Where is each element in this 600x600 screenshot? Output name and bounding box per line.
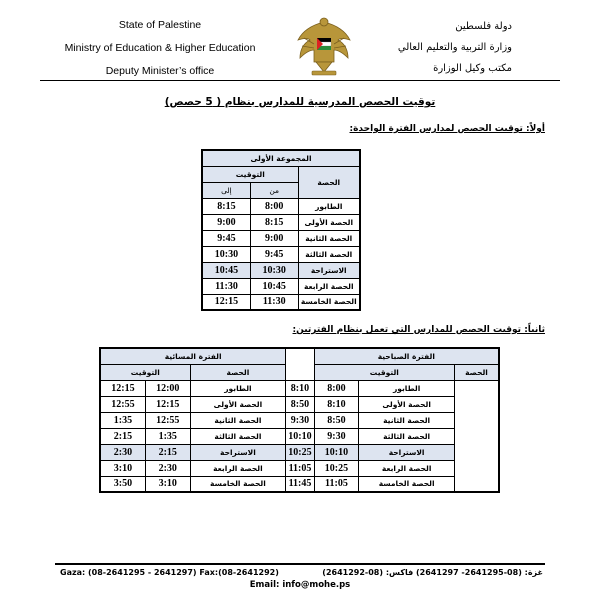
header-ar-state: دولة فلسطين [455,21,512,32]
evening-header: الفترة المسائية [100,348,286,364]
evening-timing-header: التوقيت [100,364,190,380]
to-header: إلى [202,182,250,198]
period-name: الطابور [298,198,360,214]
morning-time-from: 8:00 [314,380,359,396]
table-row [100,476,499,492]
header-en-office: Deputy Minister’s office [105,65,215,77]
morning-time-from: 10:10 [314,444,359,460]
morning-period-name: الحصة الثانية [359,412,455,428]
table-row [202,278,360,294]
time-to: 12:15 [202,294,250,310]
table-row [202,230,360,246]
morning-time-to: 9:30 [286,412,314,428]
period-name: الحصة الثالثة [298,246,360,262]
evening-time-from: 1:35 [145,428,190,444]
morning-time-from: 11:05 [314,476,359,492]
period-header: الحصة [298,166,360,198]
table-row [100,444,499,460]
time-from: 8:15 [250,214,298,230]
table-row [100,460,499,476]
period-name: الحصة الخامسة [298,294,360,310]
from-header: من [250,182,298,198]
morning-period-name: الحصة الخامسة [359,476,455,492]
morning-period-name: الاستراحة [359,444,455,460]
period-name: الحصة الثانية [298,230,360,246]
period-name: الحصة الرابعة [298,278,360,294]
morning-time-to: 10:10 [286,428,314,444]
evening-period-name: الحصة الأولى [190,396,286,412]
table-gap [286,348,314,380]
group-header: المجموعة الأولى [202,150,360,166]
table-row [202,246,360,262]
evening-time-to: 2:30 [100,444,145,460]
header-en-state: State of Palestine [118,19,202,31]
period-name: الحصة الأولى [298,214,360,230]
morning-time-to: 10:25 [286,444,314,460]
morning-time-from: 9:30 [314,428,359,444]
header-ar-office: مكتب وكيل الوزارة [433,63,512,74]
morning-time-to: 11:45 [286,476,314,492]
header-english [50,14,270,83]
morning-period-header: الحصة [454,364,499,380]
evening-time-to: 3:50 [100,476,145,492]
evening-period-header: الحصة [190,364,286,380]
table-row [202,294,360,310]
evening-time-from: 12:15 [145,396,190,412]
morning-time-to: 8:10 [286,380,314,396]
evening-time-from: 12:55 [145,412,190,428]
timing-header: التوقيت [202,166,298,182]
time-to: 10:45 [202,262,250,278]
morning-period-name: الحصة الرابعة [359,460,455,476]
period-name: الاستراحة [298,262,360,278]
table-row [100,412,499,428]
table-row [202,214,360,230]
morning-time-to: 11:05 [286,460,314,476]
header-arabic [342,16,512,79]
evening-time-to: 2:15 [100,428,145,444]
time-from: 11:30 [250,294,298,310]
time-from: 8:00 [250,198,298,214]
evening-period-name: الحصة الخامسة [190,476,286,492]
evening-period-name: الحصة الرابعة [190,460,286,476]
evening-period-name: الحصة الثانية [190,412,286,428]
footer-contact-arabic: غزة: (08-2641295- 2641297) فاكس: (08-2641292) [322,568,543,577]
header-ar-ministry: وزارة التربية والتعليم العالي [397,42,512,53]
section2-heading: ثانياً: توقيت الحصص للمدارس التي تعمل بنظام الفترتين: [292,325,545,335]
time-from: 10:45 [250,278,298,294]
evening-time-to: 3:10 [100,460,145,476]
table-row [100,380,499,396]
footer-email: Email: info@mohe.ps [249,580,351,590]
evening-time-from: 12:00 [145,380,190,396]
evening-period-name: الحصة الثالثة [190,428,286,444]
time-to: 9:45 [202,230,250,246]
time-from: 9:00 [250,230,298,246]
table-row [202,262,360,278]
evening-period-name: الطابور [190,380,286,396]
section1-heading: أولاً: توقيت الحصص لمدارس الفترة الواحدة: [349,124,545,134]
evening-time-from: 2:30 [145,460,190,476]
single-shift-table [201,149,361,311]
morning-time-from: 10:25 [314,460,359,476]
evening-time-to: 1:35 [100,412,145,428]
evening-period-name: الاستراحة [190,444,286,460]
table-row [202,198,360,214]
morning-time-from: 8:50 [314,412,359,428]
table-row [100,396,499,412]
table-row [100,428,499,444]
evening-time-from: 2:15 [145,444,190,460]
time-from: 10:30 [250,262,298,278]
morning-header: الفترة الصباحية [314,348,499,364]
footer-contact-english: Gaza: (08-2641295 - 2641297) Fax:(08-2641292) [60,568,279,577]
morning-period-name: الطابور [359,380,455,396]
morning-timing-header: التوقيت [314,364,454,380]
time-to: 9:00 [202,214,250,230]
time-from: 9:45 [250,246,298,262]
evening-time-to: 12:15 [100,380,145,396]
morning-period-name: الحصة الأولى [359,396,455,412]
evening-time-to: 12:55 [100,396,145,412]
morning-period-name: الحصة الثالثة [359,428,455,444]
header-en-ministry: Ministry of Education & Higher Education [64,42,256,54]
time-to: 11:30 [202,278,250,294]
time-to: 10:30 [202,246,250,262]
document-title: توقيت الحصص المدرسية للمدارس بنظام ( 5 حصص) [164,96,436,108]
evening-time-from: 3:10 [145,476,190,492]
footer-divider [55,563,545,565]
morning-time-to: 8:50 [286,396,314,412]
header-divider [40,80,560,81]
time-to: 8:15 [202,198,250,214]
morning-time-from: 8:10 [314,396,359,412]
two-shift-table [99,347,500,493]
